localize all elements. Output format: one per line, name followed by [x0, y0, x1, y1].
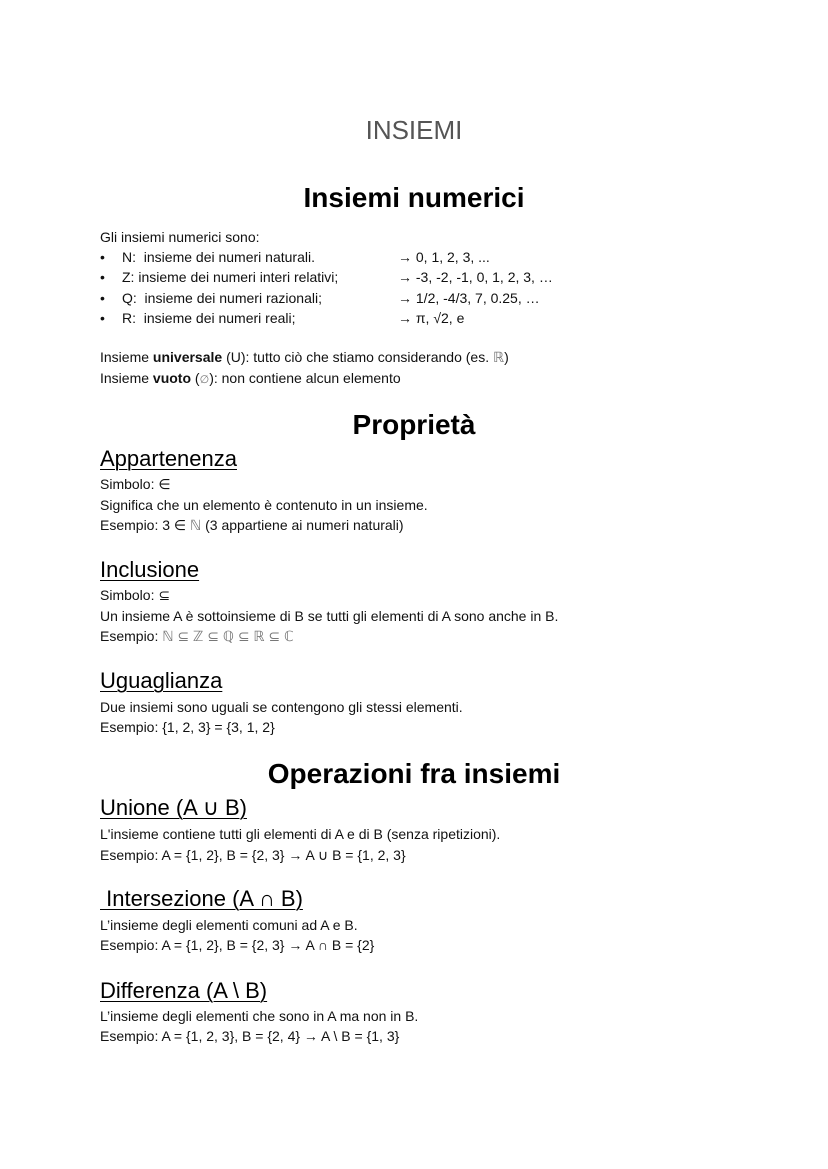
uguaglianza-desc: Due insiemi sono uguali se contengono gli stessi elementi.	[100, 699, 463, 715]
appartenenza-simbolo: Simbolo: ∈	[100, 476, 171, 492]
inclusione-esempio	[100, 626, 294, 646]
unione-esempio: Esempio: A = {1, 2}, B = {2, 3} → A ∪ B = {1, 2, 3}	[100, 847, 406, 863]
text-segment: (3 appartiene ai numeri naturali)	[201, 517, 404, 533]
list-item-result: → 1/2, -4/3, 7, 0.25, …	[398, 290, 540, 306]
heading-differenza: Differenza (A \ B)	[100, 978, 268, 1003]
differenza-desc: L’insieme degli elementi che sono in A ma non in B.	[100, 1008, 419, 1024]
list-item	[100, 288, 660, 308]
heading-intersezione: Intersezione (A ∩ B)	[100, 886, 303, 911]
intro-text: Gli insiemi numerici sono:	[100, 229, 260, 245]
list-item-text: Q: insieme dei numeri razionali;	[122, 290, 322, 306]
list-item	[100, 308, 660, 328]
list-item	[100, 267, 660, 287]
document-title: INSIEMI	[365, 115, 463, 145]
text-segment: (U): tutto ciò che stiamo considerando (es.	[222, 349, 493, 365]
differenza-esempio: Esempio: A = {1, 2, 3}, B = {2, 4} → A \ B = {1, 3}	[100, 1028, 400, 1044]
natural-numbers-symbol: ℕ	[190, 517, 202, 533]
list-item-result: → π, √2, e	[398, 310, 465, 326]
list-item-result: → 0, 1, 2, 3, ...	[398, 249, 490, 265]
heading-proprieta: Proprietà	[352, 409, 476, 440]
uguaglianza-esempio: Esempio: {1, 2, 3} = {3, 1, 2}	[100, 719, 275, 735]
heading-unione: Unione (A ∪ B)	[100, 795, 247, 820]
heading-operazioni: Operazioni fra insiemi	[267, 758, 561, 789]
inclusione-desc: Un insieme A è sottoinsieme di B se tutti gli elementi di A sono anche in B.	[100, 608, 559, 624]
number-sets-chain: ℕ ⊆ ℤ ⊆ ℚ ⊆ ℝ ⊆ ℂ	[162, 628, 294, 644]
list-item-result: → -3, -2, -1, 0, 1, 2, 3, …	[398, 269, 553, 285]
intersezione-desc: L’insieme degli elementi comuni ad A e B.	[100, 917, 358, 933]
empty-set-symbol: ∅	[199, 374, 210, 386]
list-item	[100, 247, 660, 267]
bullet-icon: •	[100, 290, 105, 306]
bullet-icon: •	[100, 249, 105, 265]
list-item-text: N: insieme dei numeri naturali.	[122, 249, 315, 265]
heading-uguaglianza: Uguaglianza	[100, 668, 223, 693]
intersezione-esempio: Esempio: A = {1, 2}, B = {2, 3} → A ∩ B = {2}	[100, 937, 375, 953]
text-segment: Insieme	[100, 370, 153, 386]
bold-term: vuoto	[152, 370, 192, 386]
text-segment: (	[191, 370, 200, 386]
real-numbers-symbol: ℝ	[492, 349, 505, 365]
heading-insiemi-numerici: Insiemi numerici	[303, 182, 525, 213]
inclusione-simbolo: Simbolo: ⊆	[100, 587, 171, 603]
unione-desc: L'insieme contiene tutti gli elementi di A e di B (senza ripetizioni).	[100, 826, 501, 842]
list-item-text: R: insieme dei numeri reali;	[122, 310, 296, 326]
text-segment: Esempio:	[100, 628, 163, 644]
heading-inclusione: Inclusione	[100, 557, 200, 582]
appartenenza-esempio	[100, 515, 404, 535]
insieme-universale-line	[100, 347, 509, 367]
heading-appartenenza: Appartenenza	[100, 446, 237, 471]
bold-term: universale	[152, 349, 223, 365]
text-segment: ): non contiene alcun elemento	[209, 370, 401, 386]
bullet-icon: •	[100, 269, 105, 285]
bullet-icon: •	[100, 310, 105, 326]
text-segment: )	[504, 349, 509, 365]
insieme-vuoto-line	[100, 368, 401, 390]
text-segment: Insieme	[100, 349, 153, 365]
list-item-text: Z: insieme dei numeri interi relativi;	[122, 269, 339, 285]
text-segment: Esempio: 3 ∈	[100, 517, 191, 533]
appartenenza-desc: Significa che un elemento è contenuto in un insieme.	[100, 497, 428, 513]
